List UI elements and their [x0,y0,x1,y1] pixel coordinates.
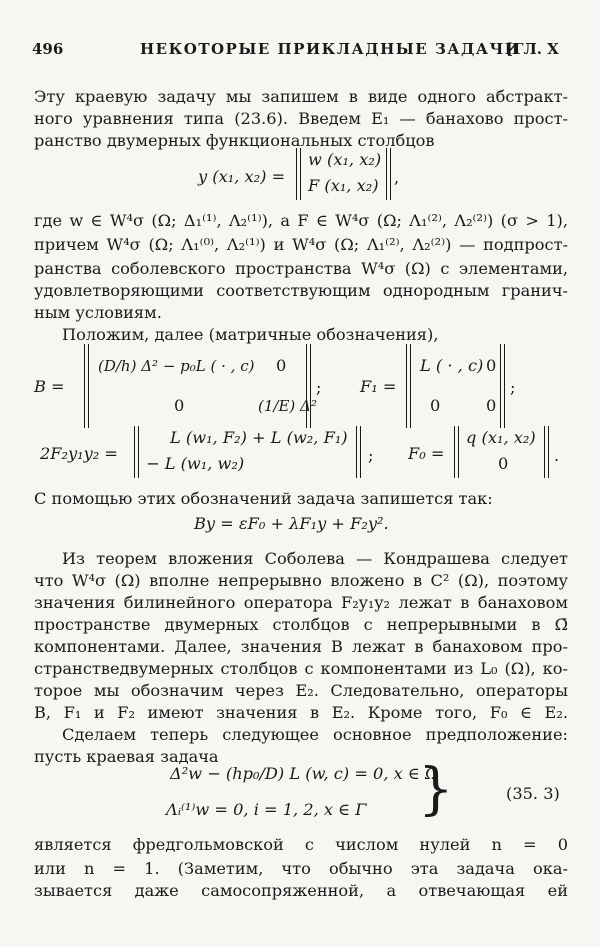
formula-B-11: (D/h) Δ² − p₀L ( · , c) [98,357,255,375]
text-line: значения билинейного оператора F₂y₁y₂ лежат в банаховом [34,593,568,612]
text-line: ным условиям. [34,303,162,322]
formula-B-lhs: B = [34,377,65,396]
text-line: Положим, далее (матричные обозначения), [62,325,439,344]
text-line: ранства соболевского пространства W⁴σ (Ω) с элементами, [34,259,568,278]
formula-bvp-line-1: Δ²w − (hp₀/D) L (w, c) = 0, x ∈ Ω [170,764,439,783]
chapter-label: [ГЛ. X [506,40,559,58]
text-line: что W⁴σ (Ω) вполне непрерывно вложено в C² (Ω), поэтому [34,571,568,590]
text-line: ного уравнения типа (23.6). Введем E₁ — банахово прост- [34,109,568,128]
formula-main-equation: By = εF₀ + λF₁y + F₂y². [194,514,389,533]
text-line: Эту краевую задачу мы запишем в виде одного абстракт- [34,87,568,106]
formula-F1-11: L ( · , c) [420,356,484,375]
text-line: торое мы обозначим через E₂. Следовательно, операторы [34,681,568,700]
text-line: С помощью этих обозначений задача запишется так: [34,489,493,508]
text-line: Из теорем вложения Соболева — Кондрашева следует [62,549,568,568]
book-page: 496 НЕКОТОРЫЕ ПРИКЛАДНЫЕ ЗАДАЧИ [ГЛ. X Эту краевую задачу мы запишем в виде одного абстракт- ного уравнения типа (23.6). Введем E₁ — банахово прост- ранство двумерных функциональных столбцов y (x₁, x₂) = w (x₁, x₂) F (x₁, x₂) , где w ∈ W⁴σ (Ω; Δ₁⁽¹⁾, Λ₂⁽¹⁾), а F ∈ W⁴σ (Ω; Λ₁⁽²⁾, Λ₂⁽²⁾) (σ > 1), причем W⁴σ (Ω; Λ₁⁽⁰⁾, Λ₂⁽¹⁾) и W⁴σ (Ω; Λ₁⁽²⁾, Λ₂⁽²⁾) — подпрост- ранства соболевского пространства W⁴σ (Ω) с элементами, удовлетворяющими соответствующим однородным гранич- ным условиям. Положим, далее (матричные обозначения), B = (D/h) Δ² − p₀L ( · , c) 0 0 (1/E) Δ² ; F₁ = L ( · , c) 0 0 0 ; 2F₂y₁y₂ = L (w₁, F₂) + L (w₂, F₁) − L (w₁, w₂) ; F₀ = q (x₁, x₂) 0 . С помощью этих обозначений задача запишется так: By = εF₀ + λF₁y + F₂y². Из теорем вложения Соболева — Кондрашева следует что W⁴σ (Ω) вполне непрерывно вложено в C² (Ω), поэтому значения билинейного оператора F₂y₁y₂ лежат в банаховом пространстве двумерных столбцов с непрерывными в Ω̄ компонентами. Далее, значения B лежат в банаховом про- странстведвумерных столбцов с компонентами из L₀ (Ω), ко- торое мы обозначим через E₂. Следовательно, операторы B, F₁ и F₂ имеют значения в E₂. Кроме того, F₀ ∈ E₂. Сделаем теперь следующее основное предположение: пусть краевая задача Δ²w − (hp₀/D) L (w, c) = 0, x ∈ Ω Λᵢ⁽¹⁾w = 0, i = 1, 2, x ∈ Γ } (35. 3) является фредгольмовской с числом нулей n = 0 или n = 1. (Заметим, что обычно эта задача ока- зывается даже самосопряженной, а отвечающая ей [0,0,600,947]
formula-F2-bottom: − L (w₁, w₂) [146,454,245,473]
formula-y-lhs: y (x₁, x₂) = [198,167,286,186]
text-line: удовлетворяющими соответствующим однородным гранич- [34,281,568,300]
text-line: где w ∈ W⁴σ (Ω; Δ₁⁽¹⁾, Λ₂⁽¹⁾), а F ∈ W⁴σ (Ω; Λ₁⁽²⁾, Λ₂⁽²⁾) (σ > 1), [34,211,568,230]
text-line: является фредгольмовской с числом нулей n = 0 [34,835,568,854]
formula-y-bottom: F (x₁, x₂) [308,176,379,195]
text-line: или n = 1. (Заметим, что обычно эта задача ока- [34,859,568,878]
text-line: Сделаем теперь следующее основное предположение: [62,725,568,744]
text-line: компонентами. Далее, значения B лежат в банаховом про- [34,637,568,656]
text-line: пусть краевая задача [34,747,219,766]
formula-bvp-line-2: Λᵢ⁽¹⁾w = 0, i = 1, 2, x ∈ Γ [166,800,367,819]
formula-F2-top: L (w₁, F₂) + L (w₂, F₁) [170,428,348,447]
text-line: странстведвумерных столбцов с компонентами из L₀ (Ω), ко- [34,659,568,678]
page-number: 496 [32,40,64,58]
text-line: причем W⁴σ (Ω; Λ₁⁽⁰⁾, Λ₂⁽¹⁾) и W⁴σ (Ω; Λ₁⁽²⁾, Λ₂⁽²⁾) — подпрост- [34,235,568,254]
running-header [0,38,600,62]
text-line: пространстве двумерных столбцов с непрерывными в Ω̄ [34,615,568,634]
formula-F0-top: q (x₁, x₂) [466,428,536,447]
formula-F2-lhs: 2F₂y₁y₂ = [40,444,118,463]
right-brace: } [418,757,454,822]
equation-number: (35. 3) [506,784,560,803]
text-line: B, F₁ и F₂ имеют значения в E₂. Кроме того, F₀ ∈ E₂. [34,703,568,722]
running-title: НЕКОТОРЫЕ ПРИКЛАДНЫЕ ЗАДАЧИ [140,40,521,58]
text-line: зывается даже самосопряженной, а отвечающая ей [34,881,568,900]
text-line: ранство двумерных функциональных столбцов [34,131,435,150]
formula-y-top: w (x₁, x₂) [308,150,382,169]
formula-F0-lhs: F₀ = [408,444,445,463]
formula-F1-lhs: F₁ = [360,377,397,396]
formula-B-22: (1/E) Δ² [258,397,317,415]
